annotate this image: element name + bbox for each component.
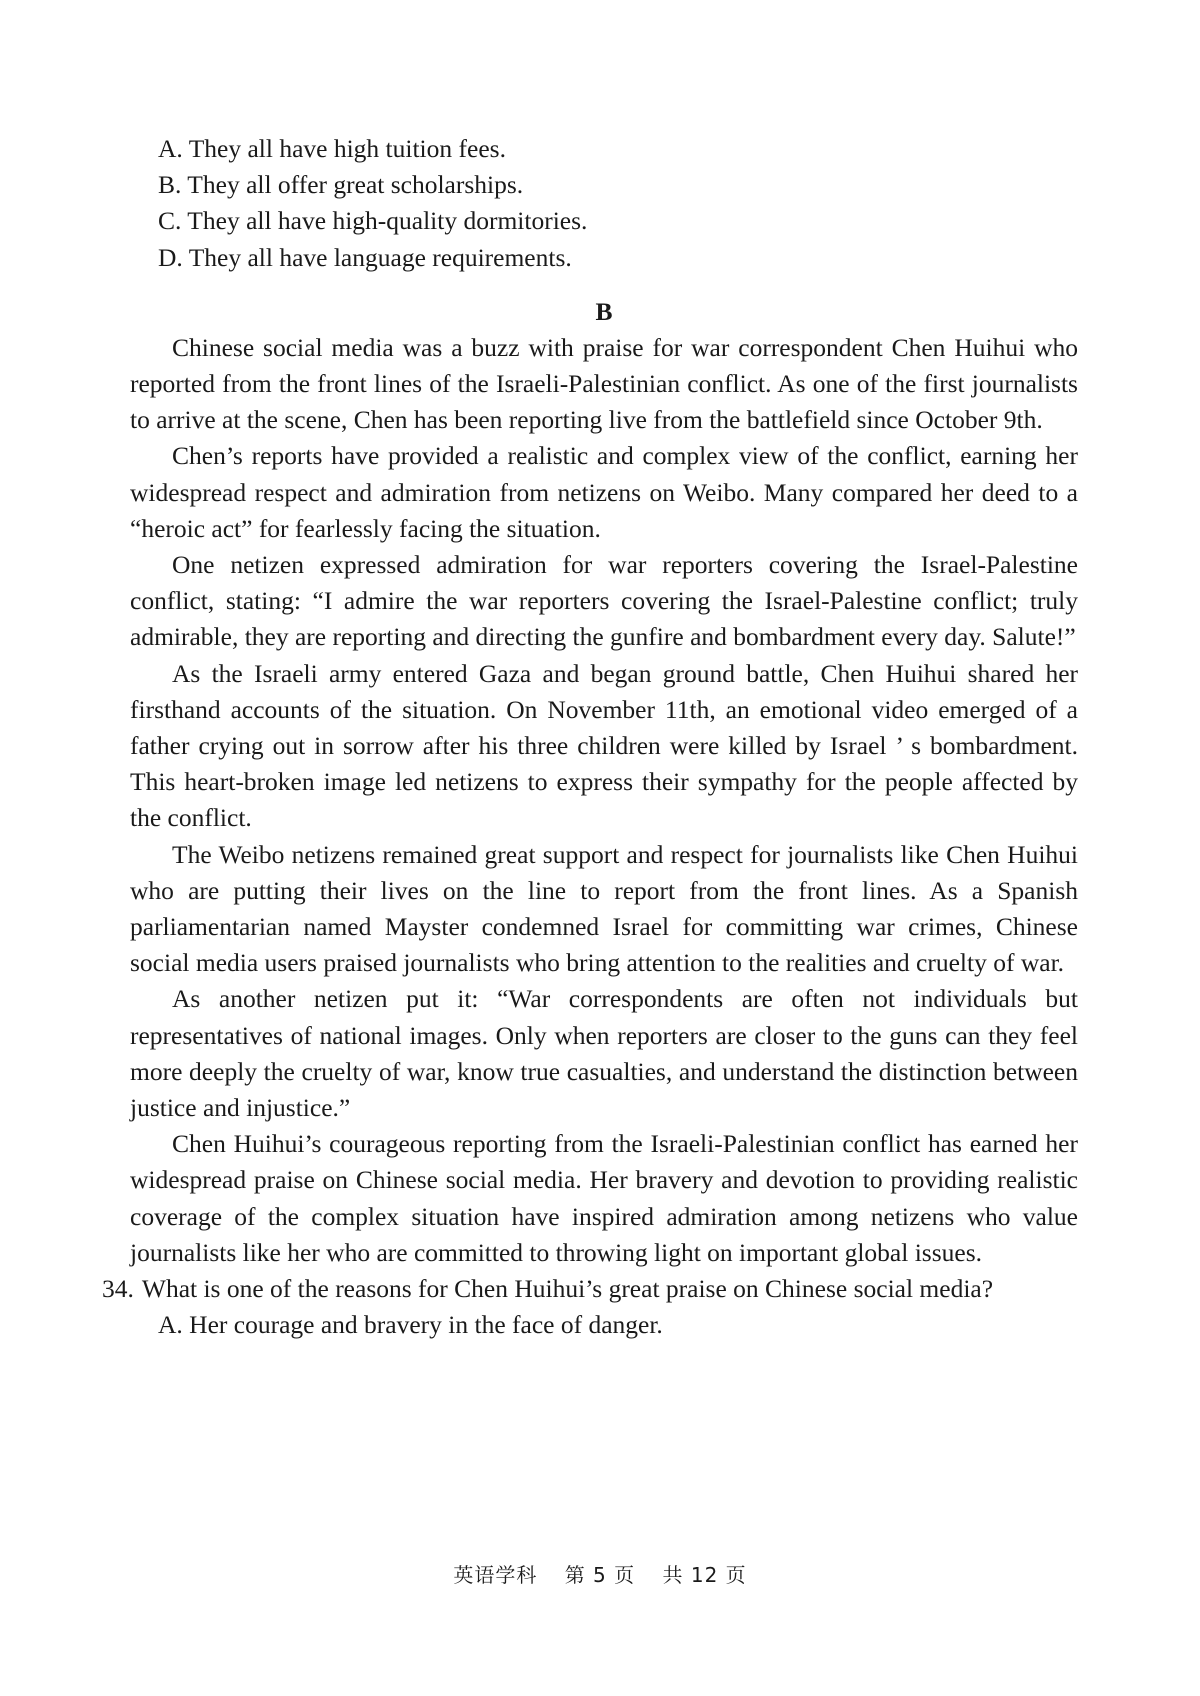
footer-page-number: 第 5 页 <box>564 1563 636 1587</box>
option-c: C. They all have high-quality dormitories. <box>158 206 588 236</box>
passage-paragraph: Chen’s reports have provided a realistic and complex view of the conflict, earning her widespread respect and admiration from netizens on Weibo. Many compared her deed to a “heroic act” for fearlessly facing the situation. <box>130 441 1078 543</box>
question-34 <box>102 1271 1078 1307</box>
passage-paragraph: As another netizen put it: “War correspondents are often not individuals but representatives of national images. Only when reporters are closer to the guns can they feel more deeply the cruelty of war, know true casualties, and understand the distinction between justice and injustice.” <box>130 984 1078 1123</box>
previous-question-options <box>130 131 1078 276</box>
section-title: B <box>595 296 613 326</box>
passage <box>130 330 1078 1271</box>
passage-paragraph: The Weibo netizens remained great support and respect for journalists like Chen Huihui who are putting their lives on the line to report from the front lines. As a Spanish parliamentarian named Mayster condemned Israel for committing war crimes, Chinese social media users praised journalists who bring attention to the realities and cruelty of war. <box>130 839 1078 978</box>
passage-paragraph: One netizen expressed admiration for war reporters covering the Israel-Palestine conflict, stating: “I admire the war reporters covering the Israel-Palestine conflict; truly admirable, they are reporting and directing the gunfire and bombardment every day. Salute!” <box>130 550 1078 652</box>
option-b: B. They all offer great scholarships. <box>158 170 524 200</box>
passage-paragraph: As the Israeli army entered Gaza and began ground battle, Chen Huihui shared her firsthand accounts of the situation. On November 11th, an emotional video emerged of a father crying out in sorrow after his three children were killed by Israel ’ s bombardment. This heart-broken image led netizens to express their sympathy for the people affected by the conflict. <box>130 658 1078 833</box>
question-text: What is one of the reasons for Chen Huihui’s great praise on Chinese social media? <box>141 1274 994 1304</box>
exam-page <box>102 131 1078 1344</box>
page-footer <box>0 1559 1200 1588</box>
passage-paragraph: Chinese social media was a buzz with praise for war correspondent Chen Huihui who reported from the front lines of the Israeli-Palestinian conflict. As one of the first journalists to arrive at the scene, Chen has been reporting live from the battlefield since October 9th. <box>130 332 1078 435</box>
option-d: D. They all have language requirements. <box>158 242 572 272</box>
question-number: 34. <box>102 1274 134 1304</box>
option-a: A. They all have high tuition fees. <box>158 134 506 163</box>
option-a: A. Her courage and bravery in the face of danger. <box>158 1310 663 1340</box>
passage-paragraph: Chen Huihui’s courageous reporting from the Israeli-Palestinian conflict has earned her widespread praise on Chinese social media. Her bravery and devotion to providing realistic coverage of the complex situation have inspired admiration among netizens who value journalists like her who are committed to throwing light on important global issues. <box>130 1129 1078 1267</box>
question-34-options <box>130 1307 1078 1343</box>
footer-total-pages: 共 12 页 <box>662 1563 747 1587</box>
footer-subject: 英语学科 <box>453 1563 538 1587</box>
